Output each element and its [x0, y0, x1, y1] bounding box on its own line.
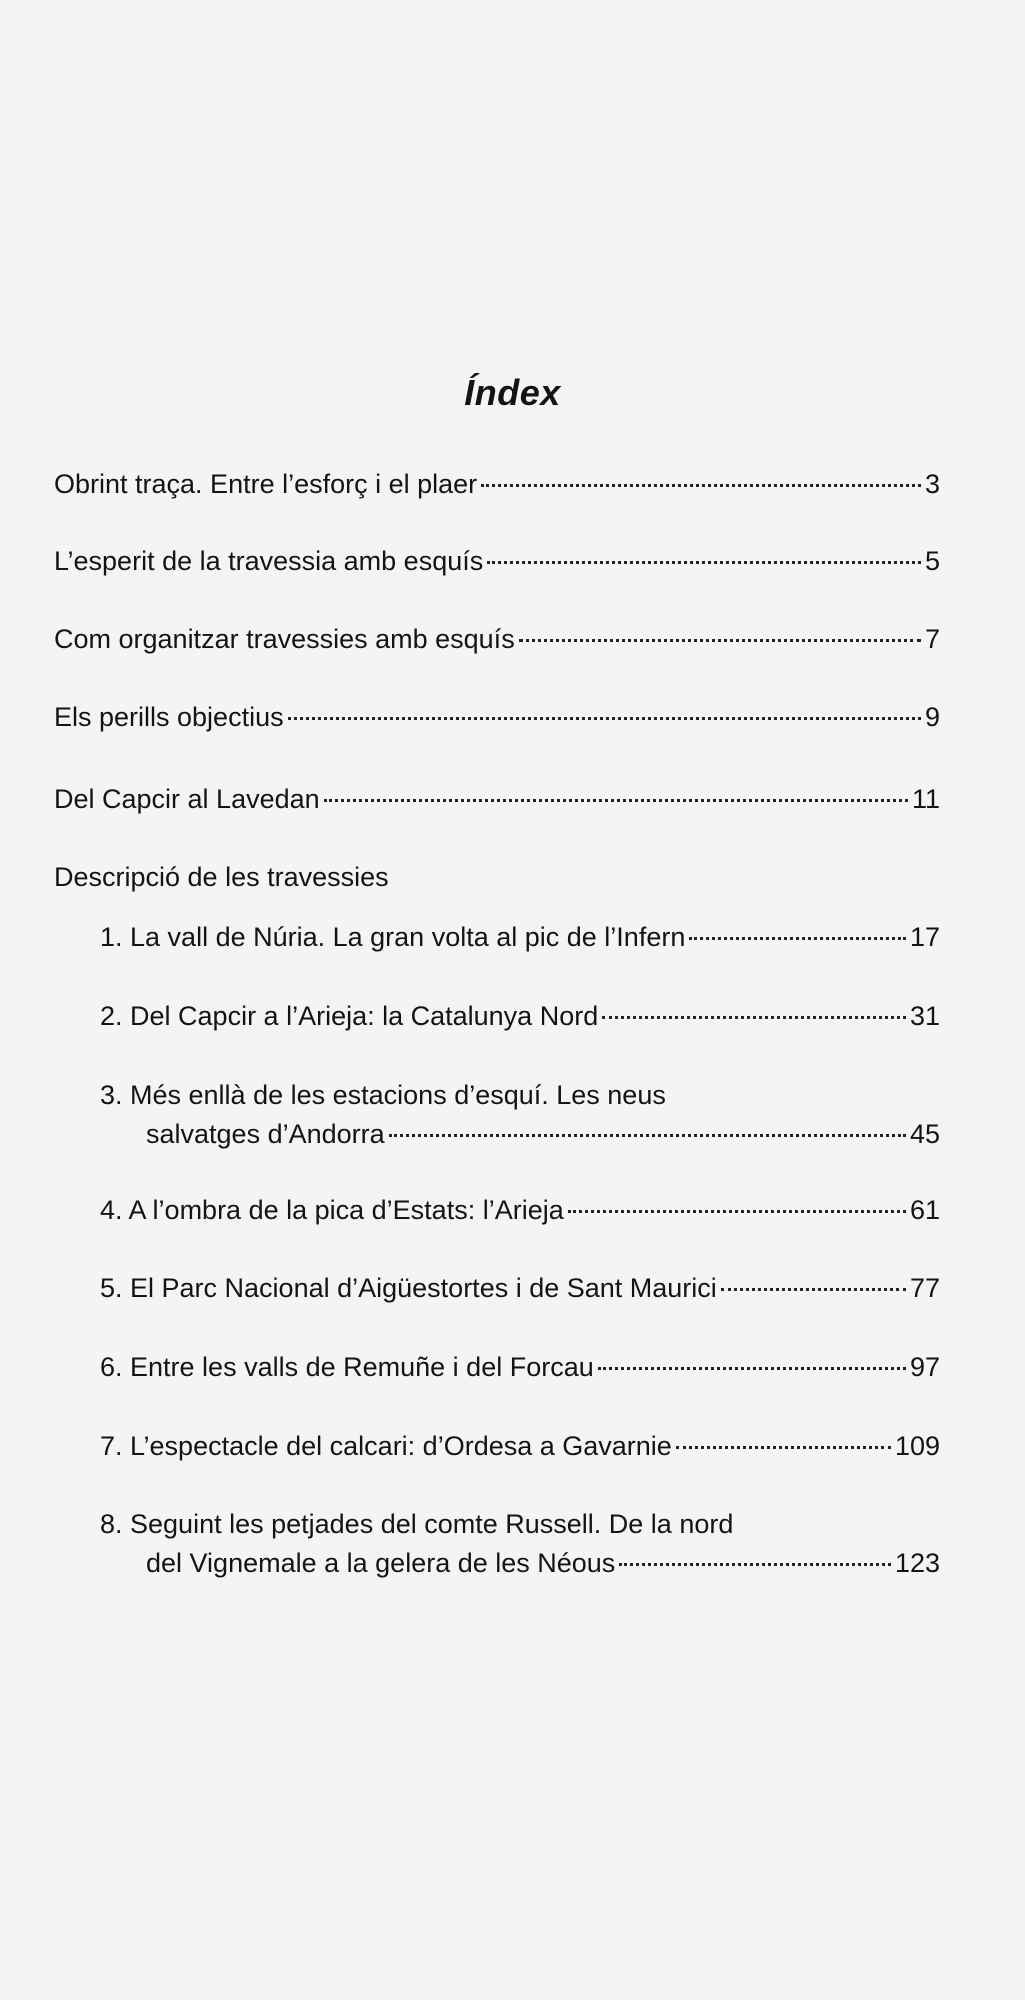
dot-leader	[288, 717, 921, 720]
dot-leader	[676, 1446, 891, 1449]
toc-entry-text: salvatges d’Andorra	[146, 1119, 385, 1149]
toc-entry-text: 4. A l’ombra de la pica d’Estats: l’Arieja	[100, 1195, 564, 1225]
toc-entry-text: Com organitzar travessies amb esquís	[54, 624, 515, 654]
toc-subentry	[100, 1426, 940, 1466]
dot-leader	[481, 484, 921, 487]
dot-leader	[619, 1563, 891, 1566]
toc-page-number: 3	[924, 469, 940, 499]
toc-page-number: 11	[911, 784, 940, 814]
toc-page-number: 109	[894, 1431, 940, 1461]
toc-entry-text: Del Capcir al Lavedan	[54, 784, 320, 814]
toc-subentry	[100, 917, 940, 957]
toc-page-number: 123	[894, 1548, 940, 1578]
toc-entry	[54, 779, 940, 819]
toc-entry-text: del Vignemale a la gelera de les Néous	[146, 1548, 616, 1578]
toc-subentry	[100, 1268, 940, 1308]
toc-entry	[54, 619, 940, 659]
toc-entry-text: 5. El Parc Nacional d’Aigüestortes i de Sant Maurici	[100, 1273, 717, 1303]
toc-entry	[54, 464, 940, 504]
toc-page-number: 17	[909, 922, 940, 952]
toc-entry	[54, 541, 940, 581]
toc-subentry-first-line: 3. Més enllà de les estacions d’esquí. Les neus	[100, 1080, 666, 1110]
table-of-contents	[54, 0, 940, 2000]
toc-page-number: 61	[909, 1195, 940, 1225]
toc-page-number: 97	[909, 1352, 940, 1382]
dot-leader	[324, 799, 908, 802]
toc-subentry	[100, 1347, 940, 1387]
toc-page-number: 77	[909, 1273, 940, 1303]
index-title: Índex	[464, 372, 561, 413]
section-heading: Descripció de les travessies	[54, 862, 389, 892]
toc-subentry	[146, 1543, 940, 1583]
toc-subentry	[100, 1190, 940, 1230]
toc-entry-text: L’esperit de la travessia amb esquís	[54, 546, 484, 576]
toc-subentry	[100, 996, 940, 1036]
toc-page-number: 7	[924, 624, 940, 654]
toc-subentry-first-line: 8. Seguint les petjades del comte Russell. De la nord	[100, 1509, 734, 1539]
toc-entry-text: 1. La vall de Núria. La gran volta al pic de l’Infern	[100, 922, 686, 952]
toc-entry	[54, 697, 940, 737]
dot-leader	[721, 1288, 906, 1291]
toc-entry-text: 2. Del Capcir a l’Arieja: la Catalunya Nord	[100, 1001, 599, 1031]
dot-leader	[389, 1134, 906, 1137]
toc-entry-text: Obrint traça. Entre l’esforç i el plaer	[54, 469, 478, 499]
dot-leader	[487, 561, 921, 564]
toc-entry-text: 7. L’espectacle del calcari: d’Ordesa a Gavarnie	[100, 1431, 672, 1461]
toc-page-number: 31	[909, 1001, 940, 1031]
toc-page-number: 5	[924, 546, 940, 576]
toc-subentry	[146, 1114, 940, 1154]
dot-leader	[598, 1367, 906, 1370]
dot-leader	[689, 937, 906, 940]
toc-page-number: 45	[909, 1119, 940, 1149]
toc-entry-text: 6. Entre les valls de Remuñe i del Forcau	[100, 1352, 594, 1382]
toc-page-number: 9	[924, 702, 940, 732]
dot-leader	[519, 639, 921, 642]
dot-leader	[568, 1210, 906, 1213]
dot-leader	[602, 1016, 906, 1019]
toc-entry-text: Els perills objectius	[54, 702, 284, 732]
